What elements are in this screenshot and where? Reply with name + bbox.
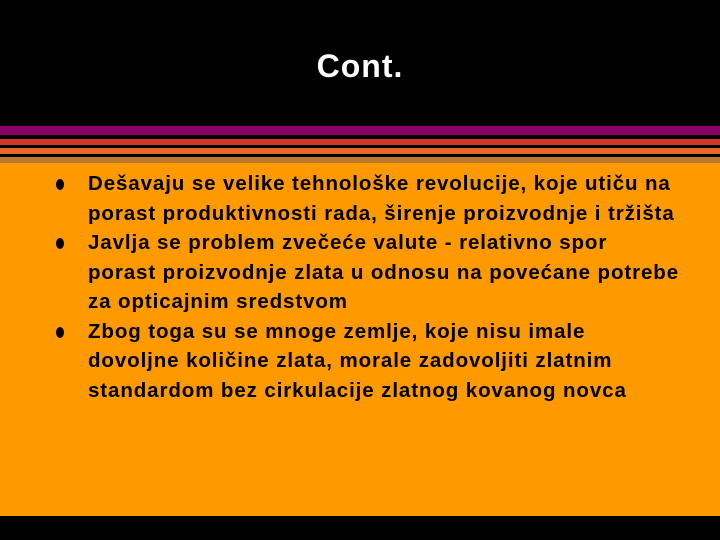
bullet-item (0, 317, 720, 406)
content-panel (0, 163, 720, 516)
bullet-icon (56, 179, 64, 190)
slide-title: Cont. (316, 48, 404, 84)
bullet-item (0, 169, 720, 228)
stripe-magenta (0, 126, 720, 135)
bullet-item (0, 228, 720, 317)
bullet-text: Dešavaju se velike tehnološke revolucije, koje utiču na porast produktivnosti rada, širenje proizvodnje i tržišta (88, 172, 675, 225)
bullet-icon (56, 238, 64, 249)
bullet-icon (56, 327, 64, 338)
bullet-list (0, 169, 720, 405)
decorative-stripes (0, 126, 720, 163)
bullet-text: Javlja se problem zvečeće valute - relativno spor porast proizvodnje zlata u odnosu na povećane potrebe za opticajnim sredstvom (88, 231, 680, 313)
bullet-text: Zbog toga su se mnoge zemlje, koje nisu imale dovoljne količine zlata, morale zadovoljiti zlatnim standardom bez cirkulacije zlatnog kovanog novca (88, 319, 627, 402)
